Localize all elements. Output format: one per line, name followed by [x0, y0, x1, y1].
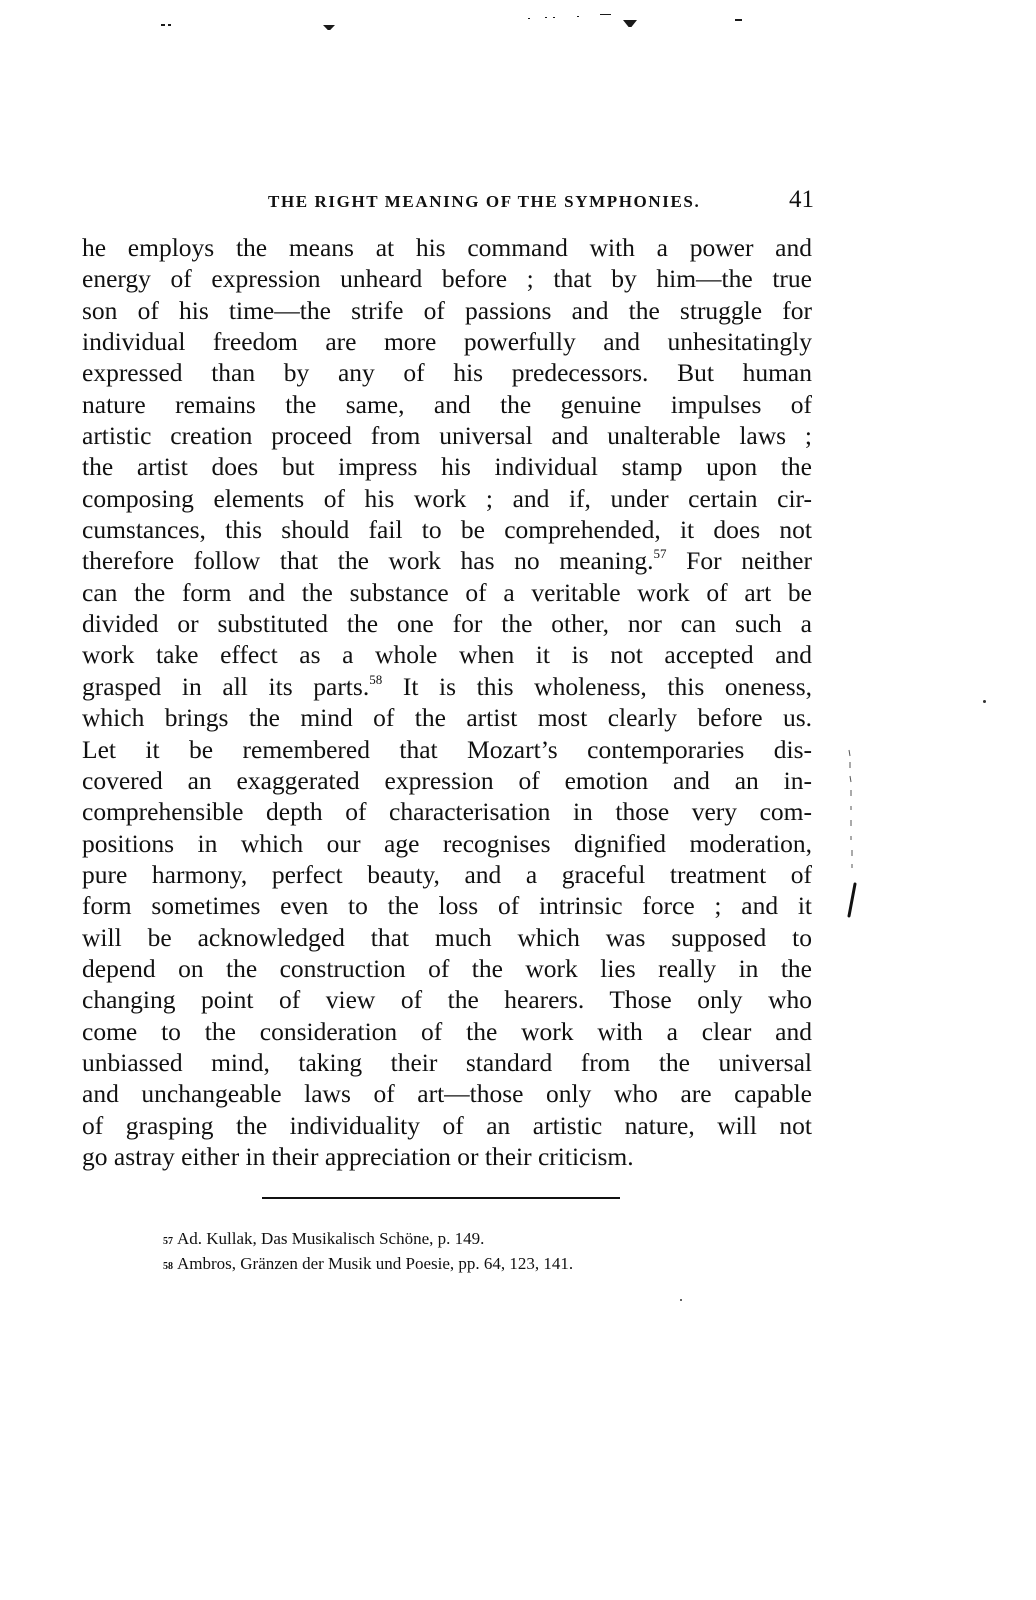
scan-artifact	[735, 19, 742, 21]
scan-artifact	[623, 20, 637, 27]
text-line: the artist does but impress his individual stamp upon the	[82, 452, 812, 482]
text-line: artistic creation proceed from universal and unalterable laws ;	[82, 421, 812, 451]
text-line: come to the consideration of the work with a clear and	[82, 1016, 812, 1046]
text-line: individual freedom are more powerfully and unhesitatingly	[82, 327, 812, 357]
text-line: cumstances, this should fail to be comprehended, it does not	[82, 515, 812, 545]
text-line: and unchangeable laws of art—those only who are capable	[82, 1079, 812, 1109]
text-line: of grasping the individuality of an artistic nature, will not	[82, 1110, 812, 1140]
scan-artifact	[161, 24, 165, 26]
text-line: form sometimes even to the loss of intrinsic force ; and it	[82, 891, 812, 921]
page-number: 41	[789, 186, 814, 213]
scan-artifact	[577, 16, 579, 17]
scan-artifact	[323, 25, 335, 30]
scan-artifact	[600, 14, 611, 15]
stray-dot	[680, 1299, 682, 1301]
scan-artifact	[168, 24, 171, 26]
text-line: expressed than by any of his predecessors. But human	[82, 358, 812, 388]
text-line: energy of expression unheard before ; that by him—the true	[82, 264, 812, 294]
scan-artifact	[553, 17, 555, 18]
text-line: son of his time—the strife of passions and the struggle for	[82, 295, 812, 325]
body-text	[82, 232, 812, 1172]
text-line: pure harmony, perfect beauty, and a graceful treatment of	[82, 859, 812, 889]
footnote-reference[interactable]: 57	[653, 546, 667, 562]
text-line: unbiassed mind, taking their standard from the universal	[82, 1047, 812, 1077]
footnote-mark: 57	[163, 1236, 173, 1247]
footnotes	[163, 1226, 783, 1276]
text-line: nature remains the same, and the genuine impulses of	[82, 389, 812, 419]
scan-artifact	[528, 18, 530, 19]
footnote-mark: 58	[163, 1261, 173, 1272]
footnote-reference[interactable]: 58	[369, 671, 383, 687]
footnote-57	[163, 1226, 783, 1251]
text-line: will be acknowledged that much which was supposed to	[82, 922, 812, 952]
text-line: grasped in all its parts.$^{58}$ It is this wholeness, this oneness,	[82, 671, 812, 701]
text-line: composing elements of his work ; and if, under certain cir-	[82, 483, 812, 513]
text-line: depend on the construction of the work lies really in the	[82, 953, 812, 983]
text-line: therefore follow that the work has no meaning.$^{57}$ For neither	[82, 546, 812, 576]
text-line: can the form and the substance of a veritable work of art be	[82, 577, 812, 607]
text-line: divided or substituted the one for the other, nor can such a	[82, 609, 812, 639]
footnote-text: Ambros, Gränzen der Musik und Poesie, pp. 64, 123, 141.	[177, 1254, 574, 1273]
text-line-last: go astray either in their appreciation or their criticism.	[82, 1141, 634, 1171]
running-title: THE RIGHT MEANING OF THE SYMPHONIES.	[268, 192, 701, 211]
margin-pencil-mark-icon	[846, 748, 860, 928]
text-line: comprehensible depth of characterisation in those very com-	[82, 797, 812, 827]
text-line: positions in which our age recognises dignified moderation,	[82, 828, 812, 858]
text-line: changing point of view of the hearers. Those only who	[82, 985, 812, 1015]
text-line: covered an exaggerated expression of emotion and an in-	[82, 765, 812, 795]
text-line: work take effect as a whole when it is not accepted and	[82, 640, 812, 670]
running-header	[268, 186, 814, 216]
text-line: he employs the means at his command with a power and	[82, 233, 812, 262]
scan-artifact	[545, 17, 547, 18]
stray-dot	[983, 700, 986, 703]
footnote-text: Ad. Kullak, Das Musikalisch Schöne, p. 149.	[177, 1229, 485, 1248]
text-line: Let it be remembered that Mozart’s contemporaries dis-	[82, 734, 812, 764]
footnote-58	[163, 1251, 783, 1276]
text-line: which brings the mind of the artist most clearly before us.	[82, 703, 812, 733]
footnote-rule	[262, 1197, 620, 1199]
